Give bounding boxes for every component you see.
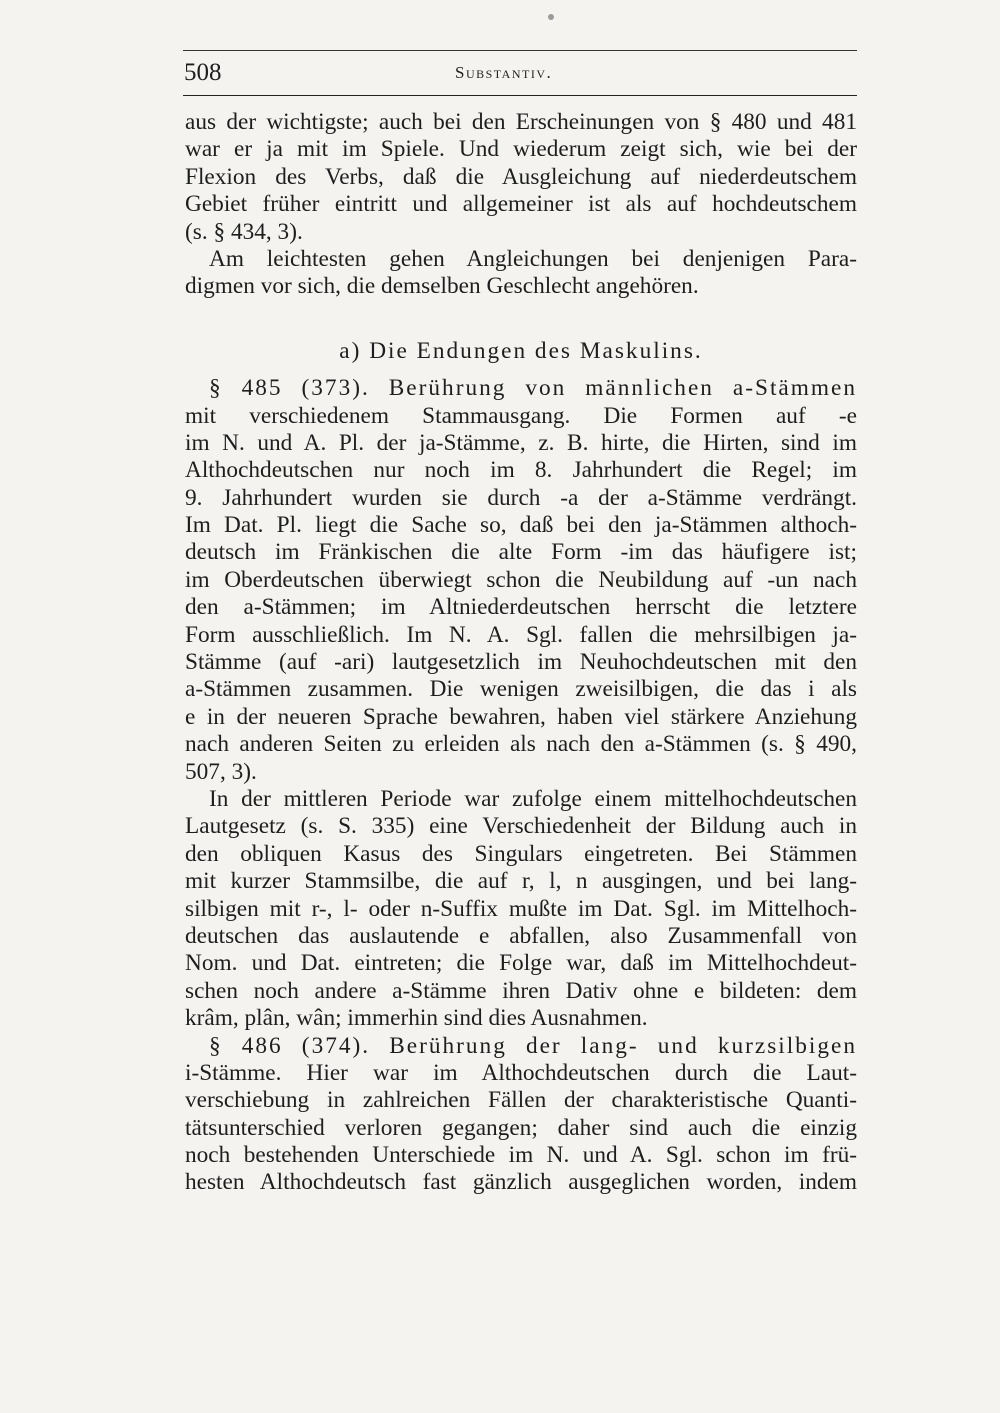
text-line: nach anderen Seiten zu erleiden als nach den a-Stämmen (s. § 490, <box>185 731 857 758</box>
text-line: war er ja mit im Spiele. Und wiederum zeigt sich, wie bei der <box>185 136 857 163</box>
text-line: hesten Althochdeutsch fast gänzlich ausgeglichen worden, indem <box>185 1169 857 1196</box>
text-line: Gebiet früher eintritt und allgemeiner ist als auf hochdeutschem <box>185 191 857 218</box>
text-line: im N. und A. Pl. der ja-Stämme, z. B. hirte, die Hirten, sind im <box>185 429 857 456</box>
text-line: krâm, plân, wân; immerhin sind dies Ausnahmen. <box>185 1005 648 1032</box>
text-line: noch bestehenden Unterschiede im N. und A. Sgl. schon im frü- <box>185 1142 857 1169</box>
text-line: § 486 (374). Berührung der lang- und kurzsilbigen <box>209 1032 857 1059</box>
text-line: den a-Stämmen; im Altniederdeutschen herrscht die letztere <box>185 594 857 621</box>
text-line: 507, 3). <box>185 758 257 785</box>
text-line: digmen vor sich, die demselben Geschlecht angehören. <box>185 273 699 300</box>
text-line: Am leichtesten gehen Angleichungen bei denjenigen Para- <box>209 245 857 272</box>
header-rule <box>183 95 857 96</box>
page-number: 508 <box>184 59 222 86</box>
text-line: den obliquen Kasus des Singulars eingetreten. Bei Stämmen <box>185 840 857 867</box>
text-line: § 485 (373). Berührung von männlichen a-Stämmen <box>209 375 857 402</box>
text-line: a-Stämmen zusammen. Die wenigen zweisilbigen, die das i als <box>185 676 857 703</box>
text-line: Althochdeutschen nur noch im 8. Jahrhundert die Regel; im <box>185 457 857 484</box>
text-line: 9. Jahrhundert wurden sie durch -a der a-Stämme verdrängt. <box>185 484 857 511</box>
text-line: silbigen mit r-, l- oder n-Suffix mußte im Dat. Sgl. im Mittelhoch- <box>185 895 857 922</box>
body-text <box>185 109 857 1197</box>
text-line: i-Stämme. Hier war im Althochdeutschen durch die Laut- <box>185 1059 857 1086</box>
text-line: deutschen das auslautende e abfallen, also Zusammenfall von <box>185 922 857 949</box>
section-heading: a) Die Endungen des Maskulins. <box>339 337 703 364</box>
text-line: e in der neueren Sprache bewahren, haben viel stärkere Anziehung <box>185 703 857 730</box>
running-title: Substantiv. <box>455 63 553 82</box>
text-line: In der mittleren Periode war zufolge einem mittelhochdeutschen <box>209 785 857 812</box>
text-line: mit verschiedenem Stammausgang. Die Formen auf -e <box>185 402 857 429</box>
scan-speck <box>548 14 554 20</box>
text-line: im Oberdeutschen überwiegt schon die Neubildung auf -un nach <box>185 566 857 593</box>
text-line: Flexion des Verbs, daß die Ausgleichung auf niederdeutschem <box>185 163 857 190</box>
text-line: Nom. und Dat. eintreten; die Folge war, daß im Mittelhochdeut- <box>185 950 857 977</box>
text-line: mit kurzer Stammsilbe, die auf r, l, n ausgingen, und bei lang- <box>185 868 857 895</box>
text-line: deutsch im Fränkischen die alte Form -im das häufigere ist; <box>185 539 857 566</box>
top-rule <box>183 50 857 51</box>
text-line: verschiebung in zahlreichen Fällen der charakteristische Quanti- <box>185 1087 857 1114</box>
text-line: Lautgesetz (s. S. 335) eine Verschiedenheit der Bildung auch in <box>185 813 857 840</box>
text-line: schen noch andere a-Stämme ihren Dativ ohne e bildeten: dem <box>185 977 857 1004</box>
text-line: Stämme (auf -ari) lautgesetzlich im Neuhochdeutschen mit den <box>185 649 857 676</box>
text-line: (s. § 434, 3). <box>185 218 303 245</box>
text-line: Form ausschließlich. Im N. A. Sgl. fallen die mehrsilbigen ja- <box>185 621 857 648</box>
text-line: tätsunterschied verloren gegangen; daher sind auch die einzig <box>185 1114 857 1141</box>
text-line: aus der wichtigste; auch bei den Erscheinungen von § 480 und 481 <box>185 109 857 135</box>
text-line: Im Dat. Pl. liegt die Sache so, daß bei den ja-Stämmen althoch- <box>185 512 857 539</box>
